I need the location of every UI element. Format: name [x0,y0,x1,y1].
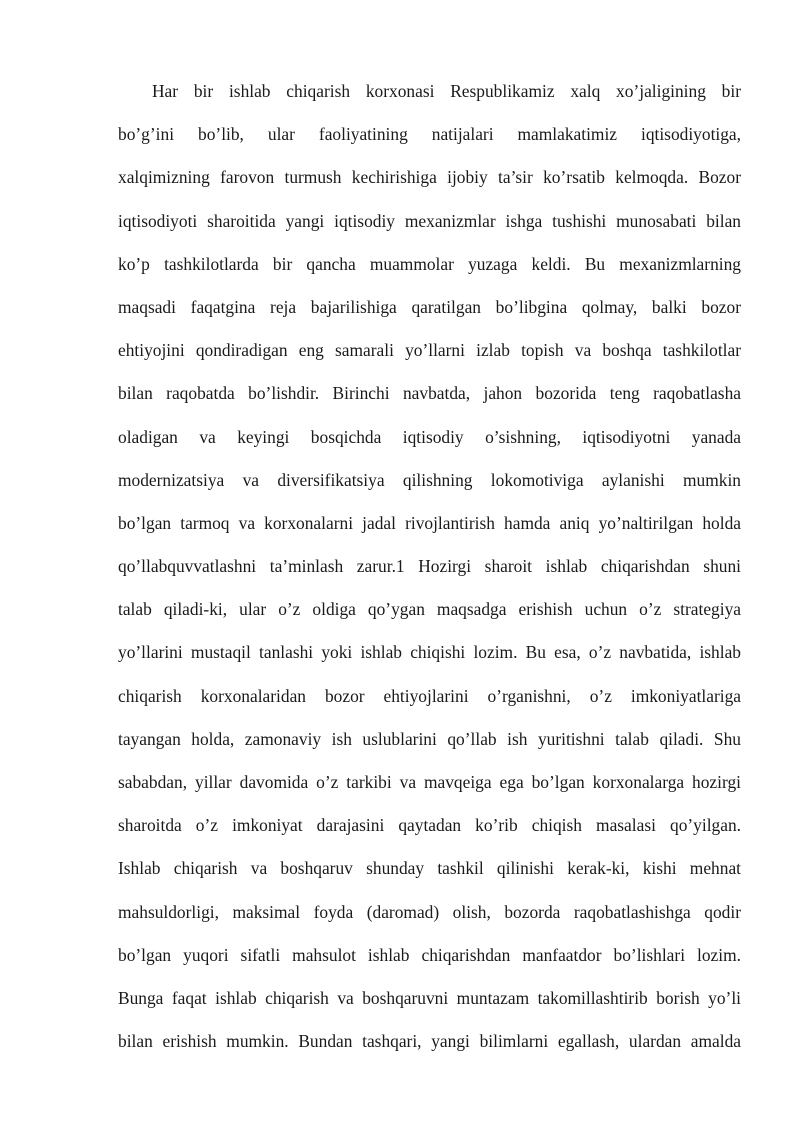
paragraph-line: maqsadi faqatgina reja bajarilishiga qaratilgan bo’libgina qolmay, balki bozor [118,296,741,317]
paragraph-line: bilan erishish mumkin. Bundan tashqari, yangi bilimlarni egallash, ulardan amalda [118,1031,741,1052]
paragraph-line: yo’llarini mustaqil tanlashi yoki ishlab chiqishi lozim. Bu esa, o’z navbatida, ishlab [118,642,741,663]
paragraph-line: sharoitda o’z imkoniyat darajasini qaytadan ko’rib chiqish masalasi qo’yilgan. [118,815,741,836]
paragraph-line: iqtisodiyoti sharoitida yangi iqtisodiy mexanizmlar ishga tushishi munosabati bilan [118,210,741,231]
paragraph-line: Ishlab chiqarish va boshqaruv shunday tashkil qilinishi kerak-ki, kishi mehnat [118,858,741,879]
paragraph-line: Har bir ishlab chiqarish korxonasi Respublikamiz xalq xo’jaligining bir [152,81,741,101]
paragraph-line: sababdan, yillar davomida o’z tarkibi va mavqeiga ega bo’lgan korxonalarga hozirgi [118,772,741,792]
paragraph-line: oladigan va keyingi bosqichda iqtisodiy o’sishning, iqtisodiyotni yanada [118,426,741,447]
paragraph-line: modernizatsiya va diversifikatsiya qilishning lokomotiviga aylanishi mumkin [118,469,741,490]
paragraph-line: bo’lgan yuqori sifatli mahsulot ishlab chiqarishdan manfaatdor bo’lishlari lozim. [118,944,741,965]
paragraph-line: Bunga faqat ishlab chiqarish va boshqaruvni muntazam takomillashtirib borish yo’li [118,987,741,1008]
paragraph-line: ehtiyojini qondiradigan eng samarali yo’llarni izlab topish va boshqa tashkilotlar [118,340,741,361]
paragraph-line: bo’lgan tarmoq va korxonalarni jadal rivojlantirish hamda aniq yo’naltirilgan holda [118,512,741,533]
paragraph-line: xalqimizning farovon turmush kechirishiga ijobiy ta’sir ko’rsatib kelmoqda. Bozor [118,167,741,188]
paragraph-line: ko’p tashkilotlarda bir qancha muammolar yuzaga keldi. Bu mexanizmlarning [118,253,741,274]
paragraph-line: bo’g’ini bo’lib, ular faoliyatining natijalari mamlakatimiz iqtisodiyotiga, [118,124,741,145]
document-page [118,70,741,1063]
paragraph-line: bilan raqobatda bo’lishdir. Birinchi navbatda, jahon bozorida teng raqobatlasha [118,383,741,404]
paragraph-line: tayangan holda, zamonaviy ish uslublarini qo’llab ish yuritishni talab qiladi. Shu [118,728,741,749]
paragraph-line: talab qiladi-ki, ular o’z oldiga qo’ygan maqsadga erishish uchun o’z strategiya [118,599,741,620]
paragraph-line: mahsuldorligi, maksimal foyda (daromad) olish, bozorda raqobatlashishga qodir [118,901,741,922]
paragraph-line: qo’llabquvvatlashni ta’minlash zarur.1 Hozirgi sharoit ishlab chiqarishdan shuni [118,556,741,577]
paragraph-line: chiqarish korxonalaridan bozor ehtiyojlarini o’rganishni, o’z imkoniyatlariga [118,685,741,706]
